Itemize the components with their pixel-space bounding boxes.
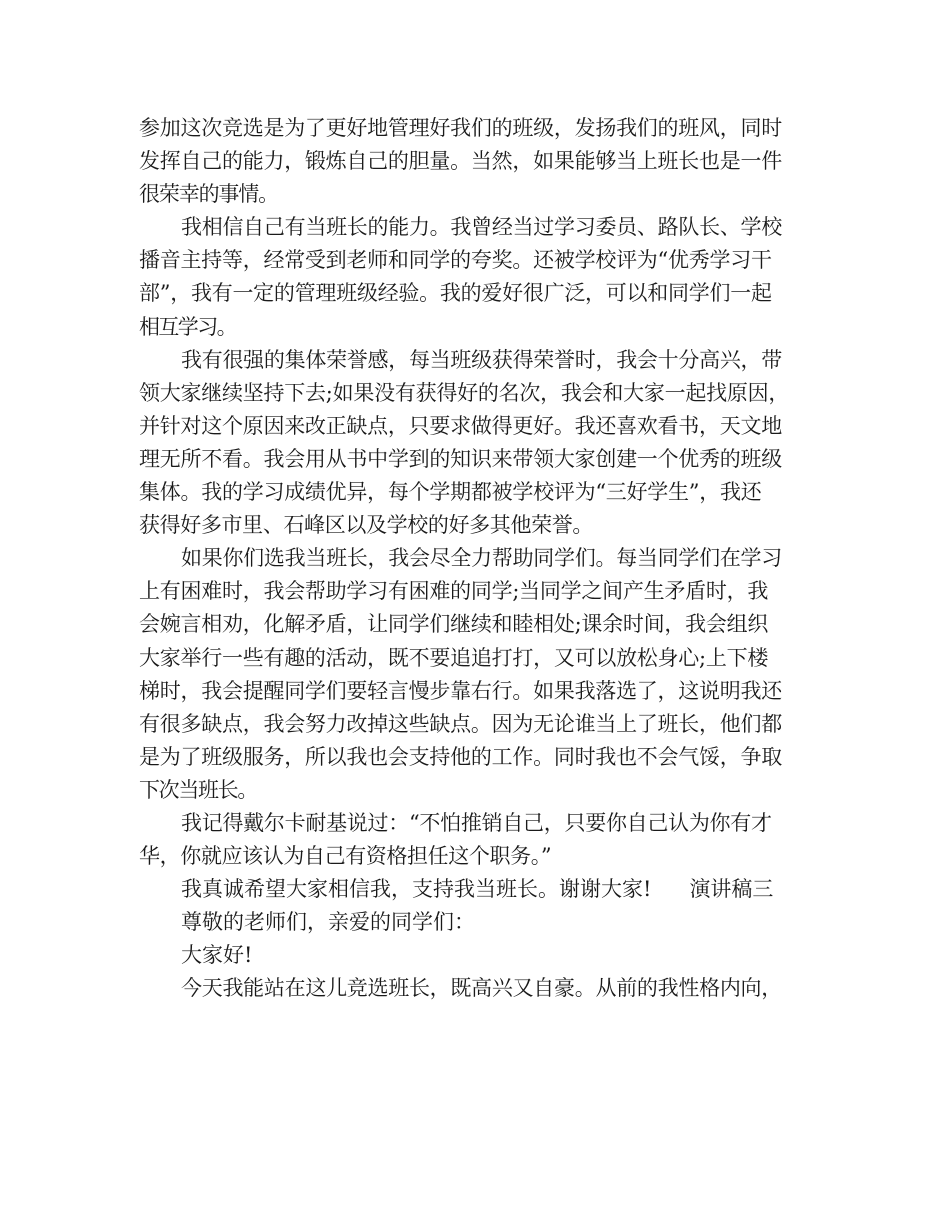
paragraph-line: 我有很强的集体荣誉感，每当班级获得荣誉时，我会十分高兴，带 xyxy=(181,347,782,372)
salutation: 尊敬的老师们，亲爱的同学们： xyxy=(181,910,475,935)
paragraph-line: 是为了班级服务，所以我也会支持他的工作。同时我也不会气馁，争取 xyxy=(139,744,782,769)
paragraph-line: 领大家继续坚持下去;如果没有获得好的名次，我会和大家一起找原因， xyxy=(139,380,790,405)
paragraph-line: 获得好多市里、石峰区以及学校的好多其他荣誉。 xyxy=(139,513,593,538)
last-line: 今天我能站在这儿竞选班长，既高兴又自豪。从前的我性格内向， xyxy=(181,976,782,1001)
next-speech-title: 演讲稿三 xyxy=(689,877,774,902)
closing-text: 我真诚希望大家相信我，支持我当班长。谢谢大家! xyxy=(181,877,652,902)
paragraph-line: 梯时，我会提醒同学们要轻言慢步靠右行。如果我落选了，这说明我还 xyxy=(139,678,782,703)
paragraph-line: 发挥自己的能力，锻炼自己的胆量。当然，如果能够当上班长也是一件 xyxy=(139,149,782,174)
paragraph-line: 如果你们选我当班长，我会尽全力帮助同学们。每当同学们在学习 xyxy=(181,546,782,571)
speech-text xyxy=(139,112,819,1006)
paragraph-line: 相互学习。 xyxy=(139,314,236,339)
paragraph-line: 华，你就应该认为自己有资格担任这个职务。” xyxy=(139,844,552,869)
greeting: 大家好! xyxy=(181,943,253,968)
paragraph-line: 下次当班长。 xyxy=(139,777,258,802)
paragraph-line: 部”，我有一定的管理班级经验。我的爱好很广泛，可以和同学们一起 xyxy=(139,281,772,306)
paragraph-line: 参加这次竞选是为了更好地管理好我们的班级，发扬我们的班风，同时 xyxy=(139,116,782,140)
paragraph-line: 我记得戴尔卡耐基说过：“不怕推销自己，只要你自己认为你有才 xyxy=(181,810,772,835)
paragraph-line: 有很多缺点，我会努力改掉这些缺点。因为无论谁当上了班长，他们都 xyxy=(139,711,782,736)
paragraph-line: 大家举行一些有趣的活动，既不要追追打打，又可以放松身心;上下楼 xyxy=(139,645,769,670)
paragraph-line: 会婉言相劝，化解矛盾，让同学们继续和睦相处;课余时间，我会组织 xyxy=(139,612,769,637)
closing-line xyxy=(139,873,819,906)
paragraph-line: 我相信自己有当班长的能力。我曾经当过学习委员、路队长、学校 xyxy=(181,215,782,240)
paragraph-line: 集体。我的学习成绩优异，每个学期都被学校评为“三好学生”，我还 xyxy=(139,480,762,505)
paragraph-line: 理无所不看。我会用从书中学到的知识来带领大家创建一个优秀的班级 xyxy=(139,446,782,471)
paragraph-line: 很荣幸的事情。 xyxy=(139,182,278,207)
paragraph-line: 上有困难时，我会帮助学习有困难的同学;当同学之间产生矛盾时，我 xyxy=(139,579,769,604)
paragraph-line: 并针对这个原因来改正缺点，只要求做得更好。我还喜欢看书，天文地 xyxy=(139,413,782,438)
paragraph-line: 播音主持等，经常受到老师和同学的夸奖。还被学校评为“优秀学习干 xyxy=(139,248,772,273)
